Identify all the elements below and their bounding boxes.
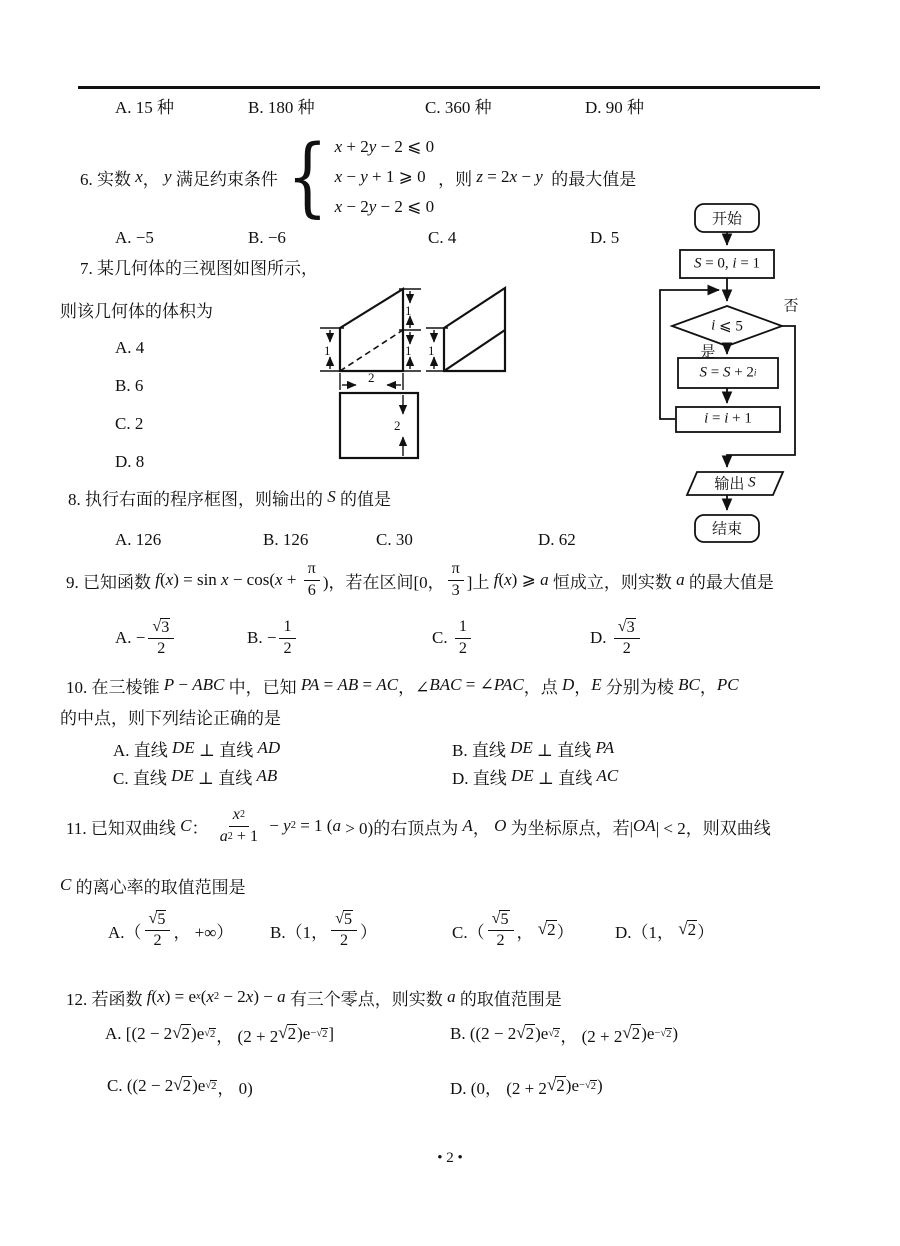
dim-side-left: 1	[428, 343, 435, 358]
question-7-line1: 7. 某几何体的三视图如图所示，	[80, 258, 318, 278]
q6-option-a: A. −5	[115, 228, 154, 247]
q8-option-c: C. 30	[376, 530, 413, 549]
dim-front-right-top: 1	[405, 303, 412, 318]
q6-option-d: D. 5	[590, 228, 620, 247]
flowchart-start-label: 开始	[711, 211, 743, 228]
q6-constraint-2: x − y + 1 ⩾ 0	[334, 167, 426, 186]
flowchart-yes-label: 是	[700, 344, 716, 361]
question-11-line1: 11. 已知双曲线 C ： x 2 a 2 + 1 − y 2 = 1 ( a > 0)的右顶点为 A ， O 为坐标原点，若| OA | < 2，则双曲线	[66, 805, 771, 845]
q7-option-b: B. 6	[115, 376, 144, 395]
q8-option-b: B. 126	[263, 530, 309, 549]
q6-constraint-1: x + 2 y − 2 ⩽ 0	[334, 137, 435, 156]
dim-front-left: 1	[324, 343, 331, 358]
q6-brace: {	[286, 127, 328, 227]
q6-constraint-system	[335, 137, 435, 217]
question-10-line2: 的中点，则下列结论正确的是	[60, 708, 281, 728]
header-rule	[78, 86, 820, 89]
dim-top-depth: 2	[394, 418, 401, 433]
flowchart-init-label: S = 0, i = 1	[693, 255, 761, 272]
q9-option-c: C. $\frac{1}{2}$	[432, 612, 474, 664]
question-6	[80, 126, 636, 228]
view-outlines	[340, 288, 505, 458]
flowchart-output-label: 输出 S	[714, 474, 756, 493]
hidden-edge-dashed	[340, 330, 403, 371]
question-8: 8. 执行右面的程序框图，则输出的 S 的值是	[68, 487, 391, 509]
q11-option-b: B.（1， √ 5 2 ）	[270, 909, 378, 949]
q12-option-b: B. ((2 − 2 √ 2 )e √ 2 ， (2 + 2 √ 2 )e − √ 2 )	[450, 1023, 679, 1046]
q6-option-c: C. 4	[428, 228, 457, 247]
q6-stem: 6. 实数 x ， y 满足约束条件	[80, 167, 278, 189]
q7-option-c: C. 2	[115, 414, 144, 433]
q10-option-a: A. 直线 DE ⊥ 直线 AD	[113, 738, 281, 760]
flowchart	[640, 198, 825, 550]
flowchart-no-label: 否	[783, 298, 799, 315]
flowchart-end-label: 结束	[711, 521, 743, 538]
q11-option-d: D.（1， √ 2 ）	[615, 919, 715, 942]
q10-option-b: B. 直线 DE ⊥ 直线 PA	[452, 738, 615, 760]
question-9: 9. 已知函数 f ( x ) = sin x − cos( x + $\frac{\pi}{6}$ )，若在区间[0， $\frac{\pi}{3}$ ]上 f ( x ) ⩾ a 恒成立，则实数 a 的最大值是	[66, 559, 774, 599]
q10-option-c: C. 直线 DE ⊥ 直线 AB	[113, 766, 278, 788]
three-view-diagram	[300, 278, 535, 470]
q12-option-a: A. [(2 − 2 √ 2 )e √ 2 ， (2 + 2 √ 2 )e − √ 2 ]	[105, 1023, 335, 1046]
q9-option-a: A. − √ 3 2	[115, 612, 177, 664]
q6-stem-tail: ，则 z = 2 x − y 的最大值是	[438, 167, 637, 189]
q11-option-a: A.（ √ 5 2 ， +∞）	[108, 909, 234, 949]
q5-option-d: D. 90 种	[585, 97, 645, 117]
dim-front-right-bottom: 1	[405, 343, 412, 358]
q11-option-c: C.（ √ 5 2 ， √ 2 ）	[452, 909, 574, 949]
question-12: 12. 若函数 f ( x ) = e x ( x 2 − 2 x ) − a 有三个零点，则实数 a 的取值范围是	[66, 987, 562, 1009]
q5-option-b: B. 180 种	[248, 97, 315, 117]
dim-front-width: 2	[368, 370, 375, 385]
q5-option-a: A. 15 种	[115, 97, 175, 117]
q12-option-d: D. (0， (2 + 2 √ 2 )e − √ 2 )	[450, 1075, 603, 1098]
q12-option-c: C. ((2 − 2 √ 2 )e √ 2 ， 0)	[107, 1075, 253, 1098]
question-10-line1: 10. 在三棱锥 P − ABC 中，已知 PA = AB = AC ，∠ BAC = ∠ PAC ，点 D ， E 分别为棱 BC ， PC	[66, 675, 739, 697]
q7-option-a: A. 4	[115, 338, 145, 357]
q9-option-b: B. − $\frac{1}{2}$	[247, 612, 299, 664]
question-11-line2: C 的离心率的取值范围是	[60, 875, 246, 897]
flowchart-condition-label: i ⩽ 5	[711, 317, 743, 335]
flowchart-accumulate-label: S = S + 2 i	[699, 364, 757, 381]
q8-option-d: D. 62	[538, 530, 576, 549]
no-branch-line	[727, 326, 795, 467]
q10-option-d: D. 直线 DE ⊥ 直线 AC	[452, 766, 619, 788]
question-7-line2: 则该几何体的体积为	[60, 301, 213, 321]
q6-constraint-3: x − 2 y − 2 ⩽ 0	[334, 197, 435, 216]
q9-option-d: D. √ 3 2	[590, 612, 643, 664]
q5-option-c: C. 360 种	[425, 97, 492, 117]
q7-option-d: D. 8	[115, 452, 145, 471]
three-view-svg	[300, 278, 535, 470]
flowchart-increment-label: i = i + 1	[704, 410, 752, 427]
q6-option-b: B. −6	[248, 228, 286, 247]
q8-option-a: A. 126	[115, 530, 162, 549]
page-number: • 2 •	[437, 1150, 463, 1166]
